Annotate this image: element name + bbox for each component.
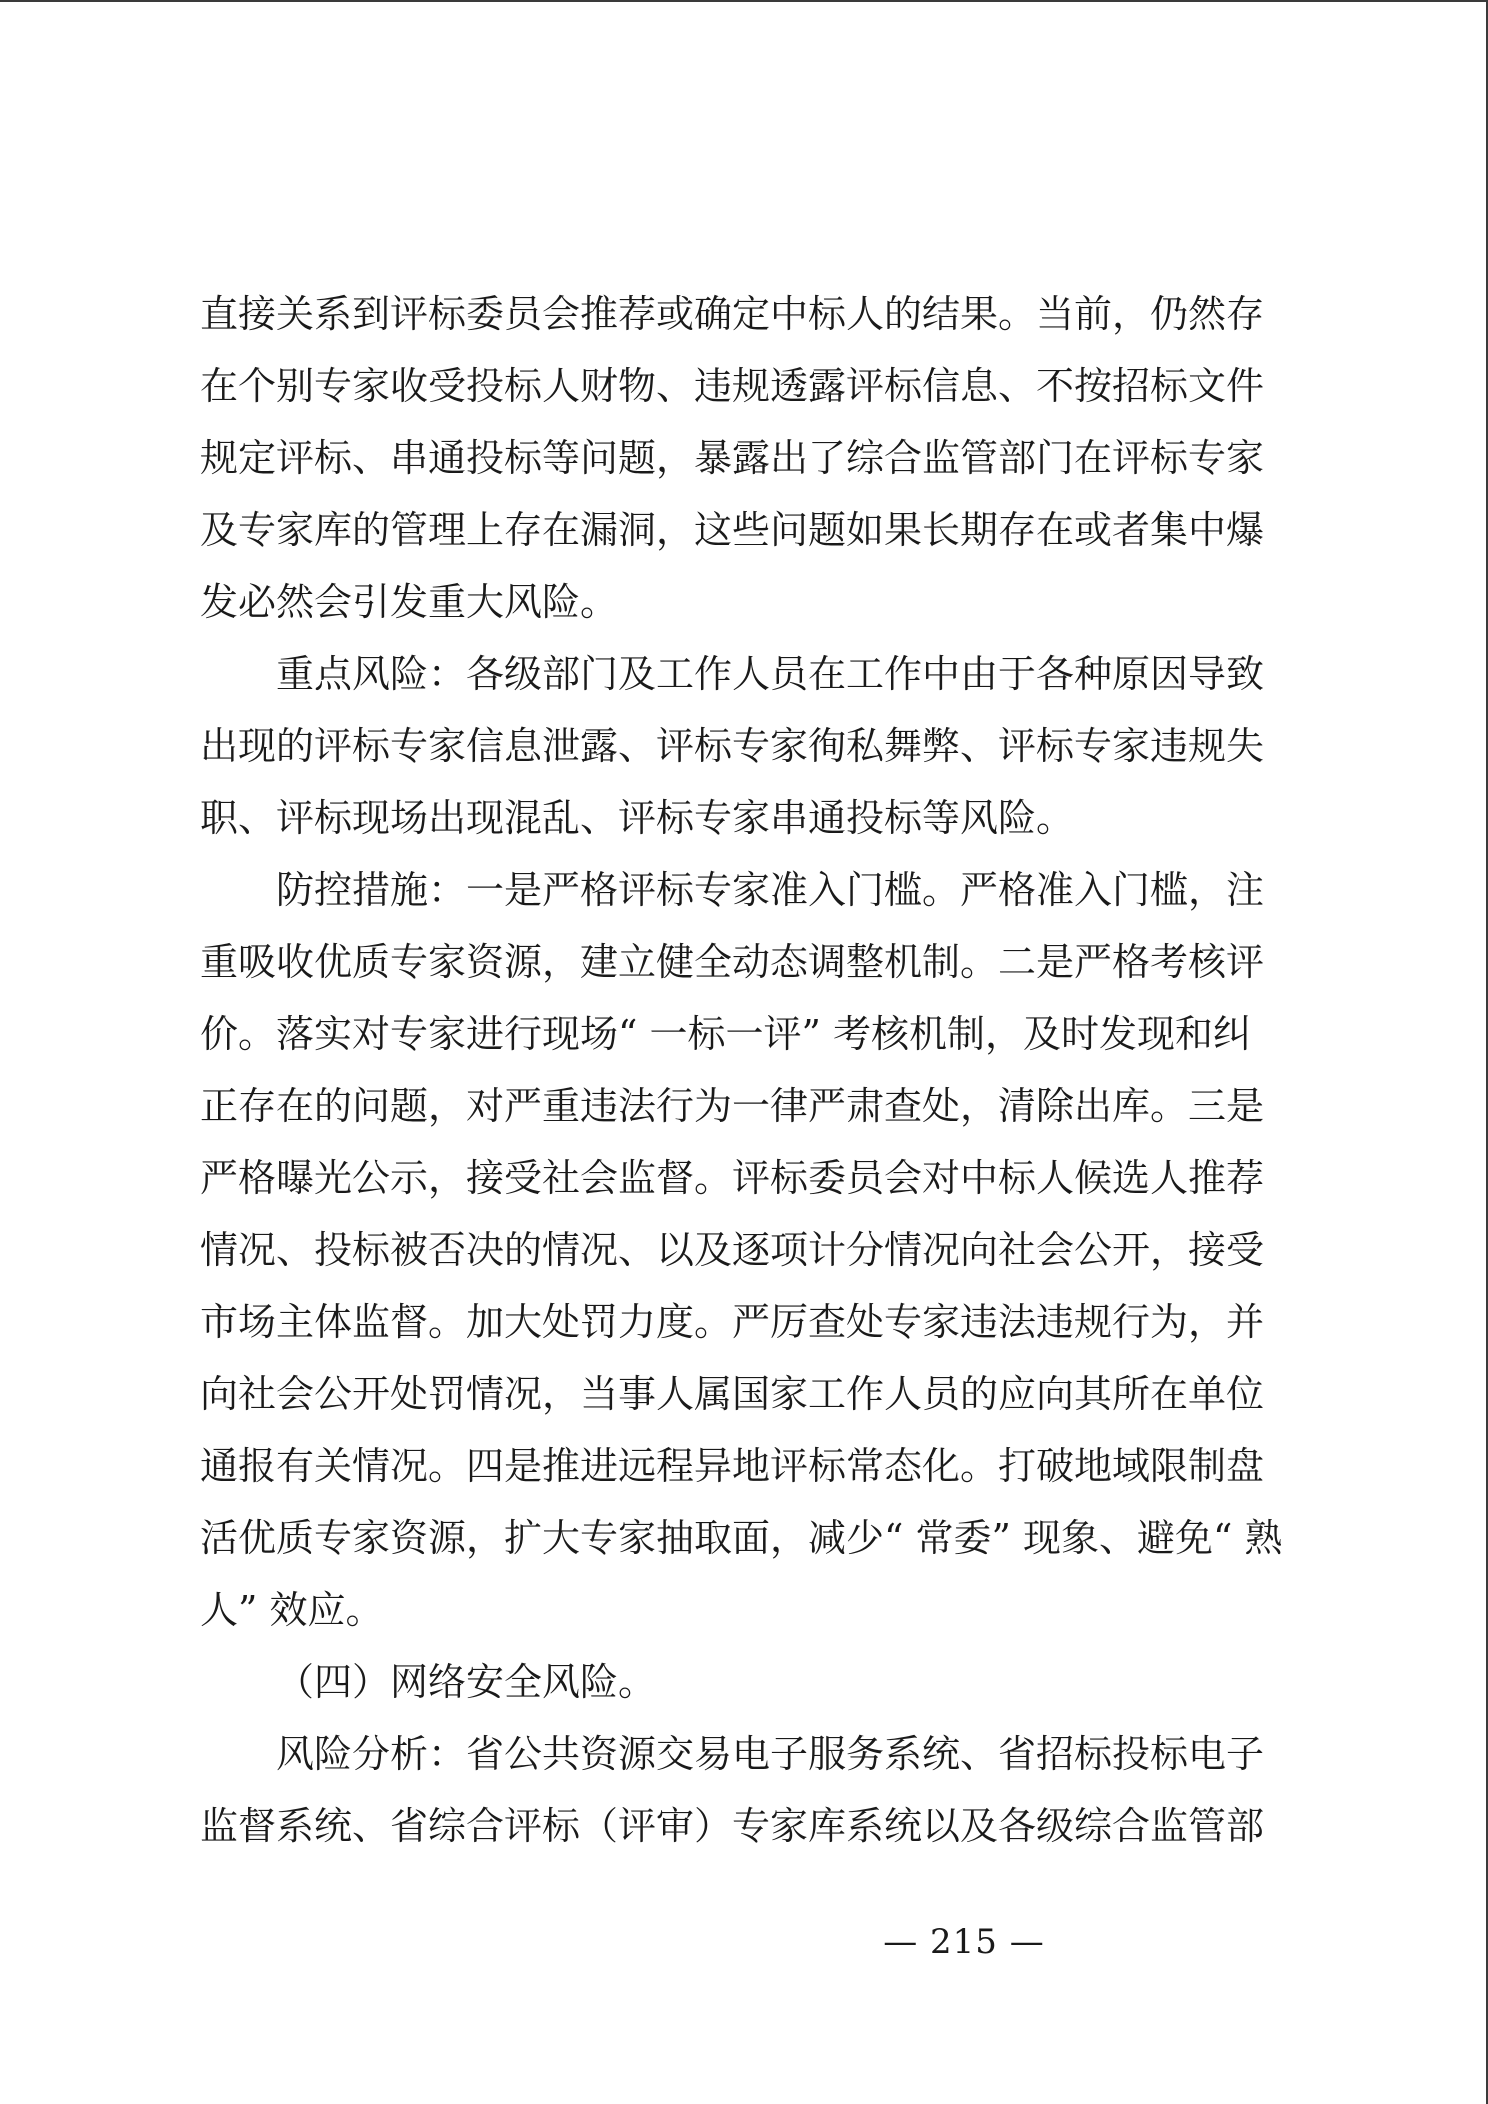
text-line: 出现的评标专家信息泄露、评标专家徇私舞弊、评标专家违规失	[200, 724, 1265, 768]
text-line: 在个别专家收受投标人财物、违规透露评标信息、不按招标文件	[200, 364, 1265, 408]
text-line: 重吸收优质专家资源，建立健全动态调整机制。二是严格考核评	[200, 940, 1265, 984]
text-line: 严格曝光公示，接受社会监督。评标委员会对中标人候选人推荐	[200, 1156, 1265, 1200]
text-line: 及专家库的管理上存在漏洞，这些问题如果长期存在或者集中爆	[200, 508, 1265, 552]
text-line: 正存在的问题，对严重违法行为一律严肃查处，清除出库。三是	[200, 1084, 1265, 1128]
text-line: 向社会公开处罚情况，当事人属国家工作人员的应向其所在单位	[200, 1372, 1265, 1416]
text-line: 发必然会引发重大风险。	[200, 580, 619, 624]
text-line: 活优质专家资源，扩大专家抽取面，减少“ 常委” 现象、避免“ 熟	[200, 1516, 1283, 1560]
paragraph-start-line: 重点风险：各级部门及工作人员在工作中由于各种原因导致	[276, 652, 1265, 696]
paragraph-start-line: 防控措施：一是严格评标专家准入门槛。严格准入门槛，注	[276, 868, 1265, 912]
text-line: 规定评标、串通投标等问题，暴露出了综合监管部门在评标专家	[200, 436, 1265, 480]
paragraph-start-line: 风险分析：省公共资源交易电子服务系统、省招标投标电子	[276, 1732, 1265, 1776]
text-line: 市场主体监督。加大处罚力度。严厉查处专家违法违规行为，并	[200, 1300, 1265, 1344]
text-line: 价。落实对专家进行现场“ 一标一评” 考核机制，及时发现和纠	[200, 1012, 1252, 1056]
text-line: 通报有关情况。四是推进远程异地评标常态化。打破地域限制盘	[200, 1444, 1265, 1488]
text-line: 监督系统、省综合评标（评审）专家库系统以及各级综合监管部	[200, 1804, 1265, 1848]
text-line: 人” 效应。	[200, 1588, 384, 1632]
body-text	[200, 278, 1300, 1862]
text-line: 直接关系到评标委员会推荐或确定中标人的结果。当前，仍然存	[200, 292, 1265, 336]
page-number: — 215 —	[883, 1922, 1045, 1962]
text-line: 职、评标现场出现混乱、评标专家串通投标等风险。	[200, 796, 1075, 840]
text-line: 情况、投标被否决的情况、以及逐项计分情况向社会公开，接受	[200, 1228, 1265, 1272]
section-heading: （四）网络安全风险。	[276, 1660, 657, 1704]
